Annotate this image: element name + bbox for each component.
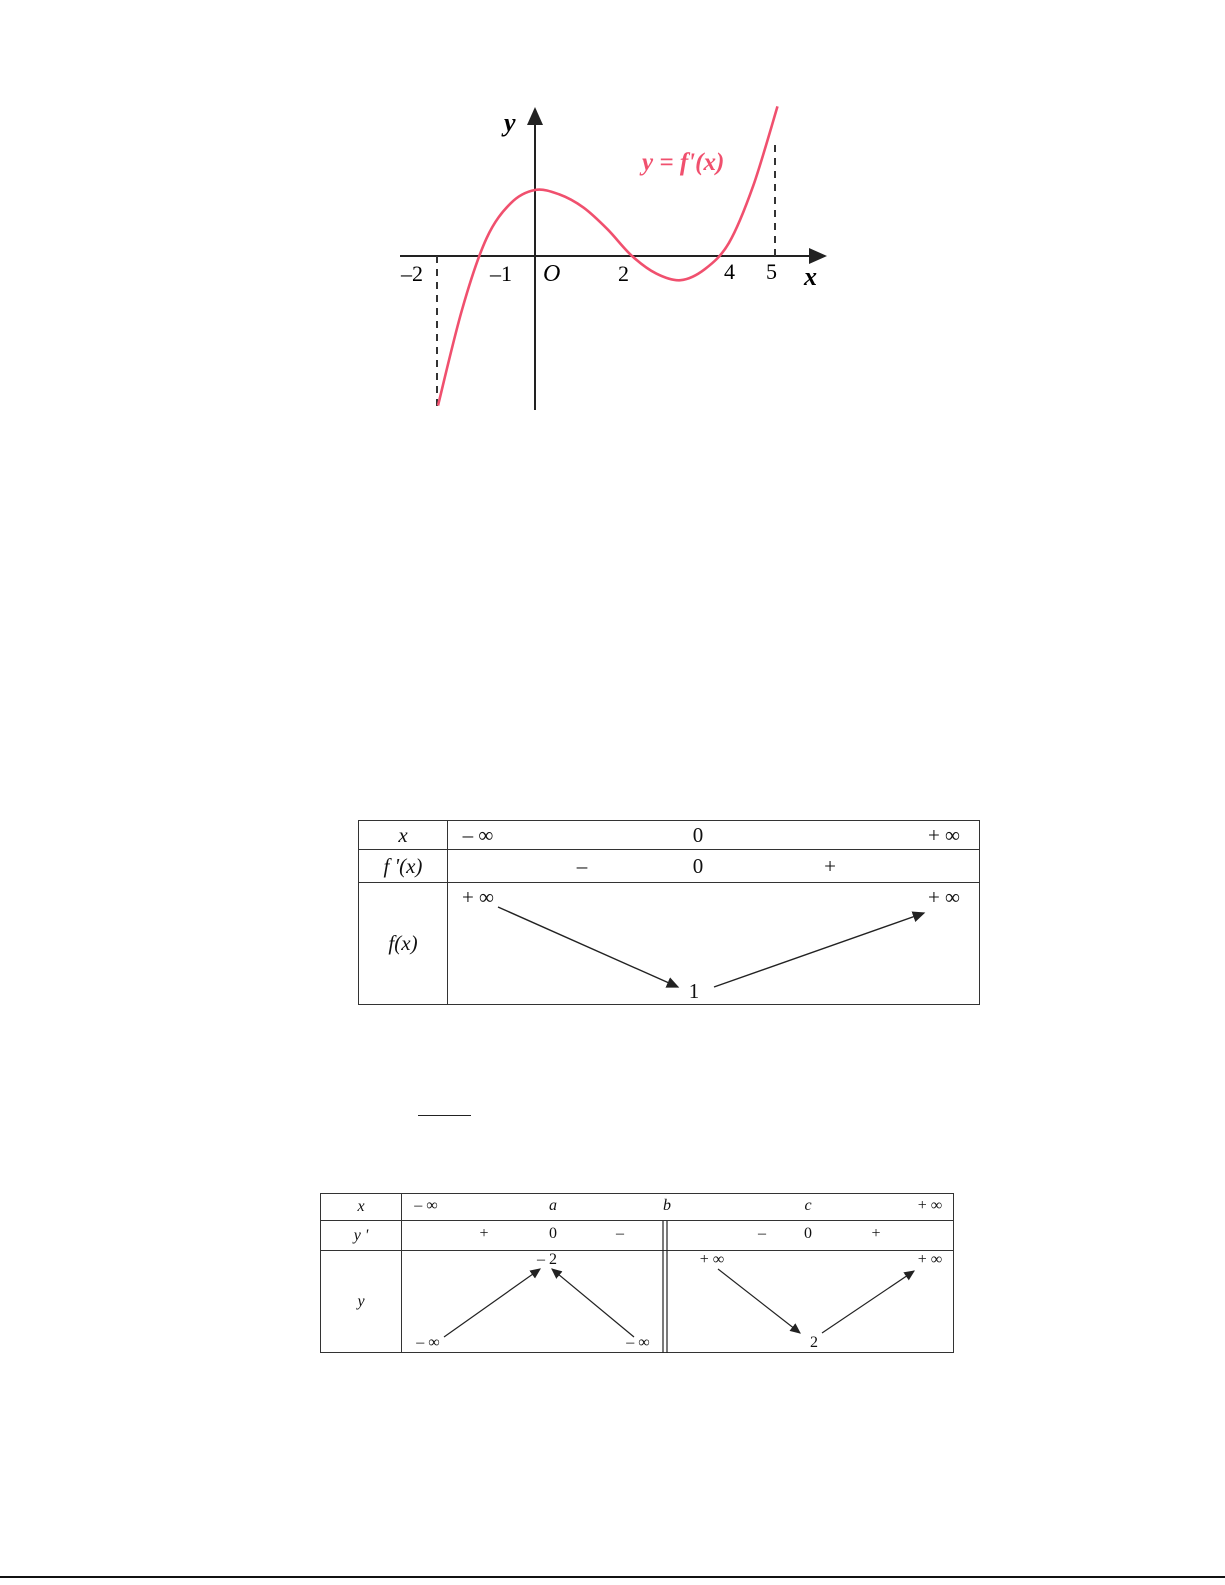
x-b: b: [663, 1197, 671, 1214]
yprime-plus-1: +: [479, 1225, 489, 1242]
y-row: [402, 1251, 954, 1353]
yprime-minus-1: –: [616, 1225, 624, 1242]
f-minimum: 1: [688, 979, 700, 1003]
fprime-positive-sign: +: [824, 854, 836, 878]
y-left-of-b-neg-inf: – ∞: [626, 1334, 650, 1351]
fprime-row: [448, 850, 980, 883]
tick-label-minus-2: –2: [401, 261, 423, 286]
fprime-negative-sign: –: [576, 854, 588, 878]
yprime-row: [402, 1221, 954, 1251]
tick-label-5: 5: [766, 259, 777, 284]
f-row: [448, 883, 980, 1005]
y-increasing-arrow-1: [444, 1269, 540, 1337]
x-neg-inf: – ∞: [414, 1197, 438, 1214]
x-row: [448, 821, 980, 850]
variation-table-2: [320, 1193, 954, 1353]
fprime-zero: 0: [692, 854, 704, 878]
row-label-x: x: [321, 1194, 402, 1221]
f-decreasing-arrow: [498, 907, 678, 987]
x-pos-inf: + ∞: [927, 823, 961, 847]
tick-label-minus-1: –1: [490, 261, 512, 286]
x-row: [402, 1194, 954, 1221]
y-decreasing-arrow-1: [552, 1269, 634, 1337]
y-decreasing-arrow-2: [718, 1269, 800, 1333]
curve-label: y = f'(x): [642, 149, 725, 176]
row-label-y: y: [321, 1251, 402, 1353]
yprime-plus-2: +: [871, 1225, 881, 1242]
y-increasing-arrow-2: [822, 1271, 914, 1333]
y-right-pos-inf: + ∞: [917, 1251, 943, 1268]
y-arrows: [402, 1251, 954, 1353]
x-zero: 0: [692, 823, 704, 847]
x-pos-inf: + ∞: [917, 1197, 943, 1214]
y-local-min: 2: [810, 1334, 818, 1351]
tick-label-2: 2: [618, 261, 629, 286]
x-a: a: [549, 1197, 557, 1214]
variation-table-1: [358, 820, 980, 1005]
y-axis-label: y: [504, 108, 516, 137]
row-label-yprime: y ': [321, 1221, 402, 1251]
f-arrows: [448, 883, 982, 1005]
x-neg-inf: – ∞: [462, 823, 494, 847]
yprime-zero-1: 0: [549, 1225, 557, 1242]
page-bottom-rule: [0, 1576, 1225, 1578]
derivative-graph: [380, 95, 840, 425]
row-label-fprime: f '(x): [359, 850, 448, 883]
y-right-of-b-pos-inf: + ∞: [699, 1251, 725, 1268]
y-local-max: – 2: [537, 1251, 557, 1268]
yprime-zero-2: 0: [804, 1225, 812, 1242]
yprime-minus-2: –: [758, 1225, 766, 1242]
row-label-x: x: [359, 821, 448, 850]
x-c: c: [804, 1197, 812, 1214]
f-right-pos-inf: + ∞: [927, 885, 961, 909]
f-left-pos-inf: + ∞: [461, 885, 495, 909]
x-axis-label: x: [804, 262, 817, 291]
row-label-f: f(x): [359, 883, 448, 1005]
tick-label-4: 4: [724, 259, 735, 284]
blank-underline: [418, 1115, 471, 1116]
y-left-neg-inf: – ∞: [416, 1334, 440, 1351]
origin-label: O: [543, 261, 561, 287]
f-increasing-arrow: [714, 913, 924, 987]
